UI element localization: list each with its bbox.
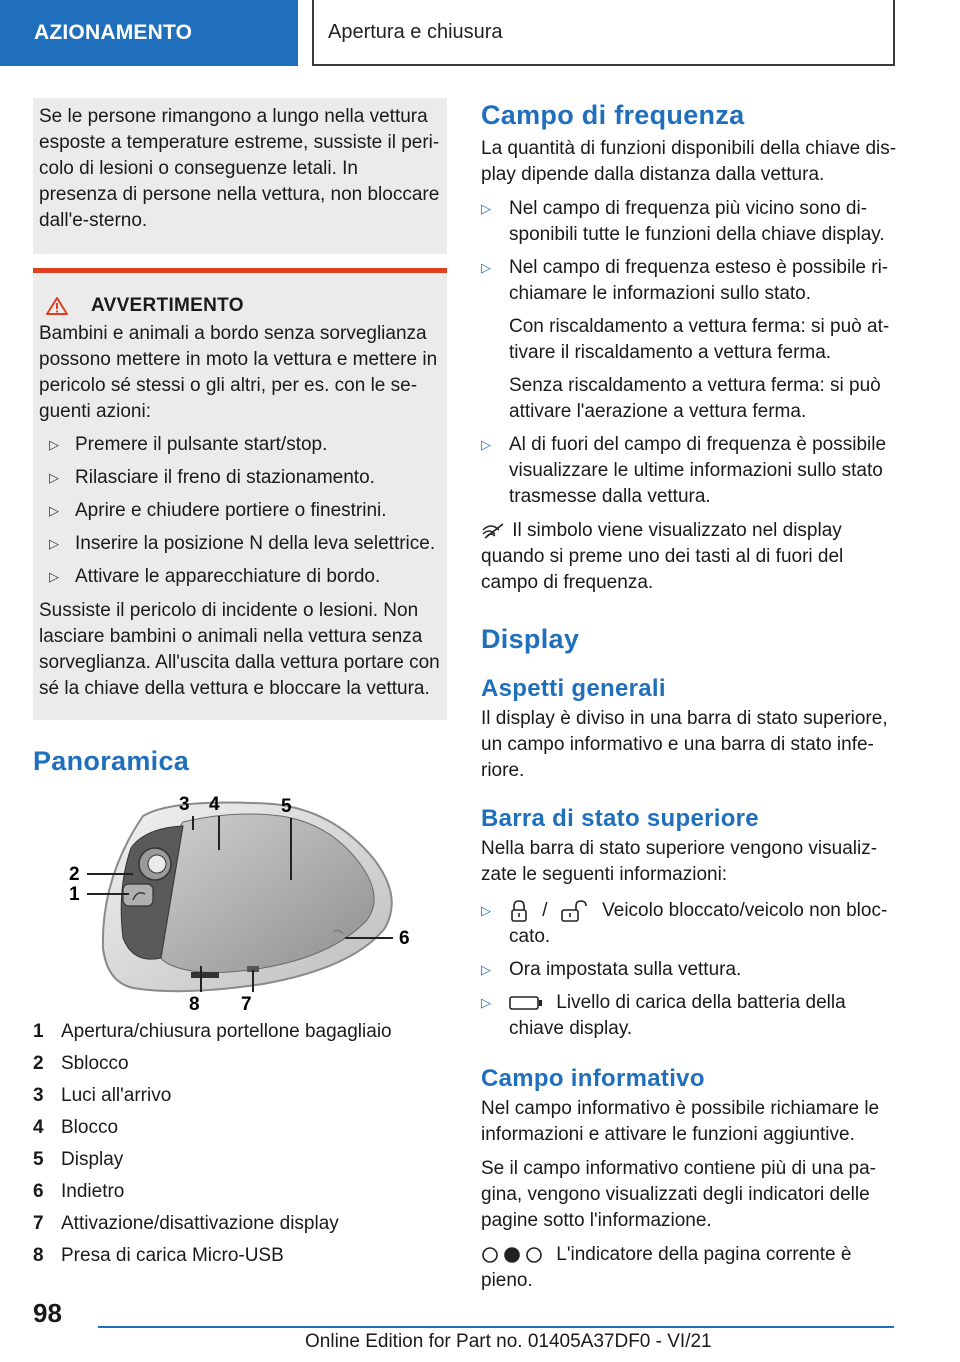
left-column bbox=[33, 98, 447, 1272]
status-bar-text: Nella barra di stato superiore vengono visualiz-zate le seguenti informazioni: bbox=[481, 838, 878, 885]
freq-list-item bbox=[481, 196, 901, 248]
legend-label: Presa di carica Micro-USB bbox=[61, 1245, 284, 1266]
bullet-triangle-icon: ▷ bbox=[49, 503, 59, 518]
freq-intro: La quantità di funzioni disponibili della chiave dis-play dipende dalla distanza dalla vettura. bbox=[481, 138, 897, 185]
legend-item bbox=[33, 1080, 447, 1112]
right-column bbox=[481, 98, 901, 1294]
legend-number: 7 bbox=[33, 1213, 44, 1234]
lock-closed-icon bbox=[509, 900, 529, 922]
freq-list-item bbox=[481, 255, 901, 307]
bullet-triangle-icon: ▷ bbox=[481, 903, 491, 918]
status-list-item bbox=[481, 990, 901, 1042]
legend-label: Blocco bbox=[61, 1117, 119, 1138]
status-item-text: Veicolo bloccato/veicolo non bloc-cato. bbox=[509, 900, 888, 947]
edition-text: Online Edition for Part no. 01405A37DF0 - VI/21 bbox=[305, 1331, 712, 1352]
warning-heading bbox=[45, 295, 441, 317]
status-separator: / bbox=[542, 900, 548, 921]
callout-3: 3 bbox=[179, 794, 190, 815]
legend-item bbox=[33, 1112, 447, 1144]
page-indicator-icon bbox=[481, 1245, 545, 1265]
section-tab: AZIONAMENTO bbox=[0, 0, 298, 66]
freq-sub-text: Con riscaldamento a vettura ferma: si può at-tivare il riscaldamento a vettura ferma. bbox=[509, 316, 890, 363]
legend-item bbox=[33, 1048, 447, 1080]
callout-5: 5 bbox=[281, 796, 292, 817]
callout-1: 1 bbox=[69, 884, 80, 905]
freq-item-text: Al di fuori del campo di frequenza è possibile visualizzare le ultime informazioni sullo stato trasmesse dalla vettura. bbox=[509, 434, 887, 507]
overview-heading: Panoramica bbox=[33, 746, 190, 776]
warning-item-text: Inserire la posizione N della leva selettrice. bbox=[75, 533, 436, 554]
legend-item bbox=[33, 1240, 447, 1272]
info-text-2: Se il campo informativo contiene più di una pa-gina, vengono visualizzati degli indicatori delle pagine sotto l'informazione. bbox=[481, 1158, 877, 1231]
status-bar-heading: Barra di stato superiore bbox=[481, 805, 759, 832]
bullet-triangle-icon: ▷ bbox=[49, 437, 59, 452]
warning-list-item bbox=[39, 498, 441, 524]
legend-number: 8 bbox=[33, 1245, 44, 1266]
page-number: 98 bbox=[33, 1298, 62, 1328]
bullet-triangle-icon: ▷ bbox=[481, 437, 491, 452]
legend-item bbox=[33, 1144, 447, 1176]
footer-divider bbox=[98, 1326, 894, 1328]
warning-item-text: Attivare le apparecchiature di bordo. bbox=[75, 566, 381, 587]
general-text: Il display è diviso in una barra di stato superiore, un campo informativo e una barra di stato infe-riore. bbox=[481, 708, 888, 781]
legend-number: 4 bbox=[33, 1117, 44, 1138]
usb-port-icon bbox=[191, 972, 219, 978]
intro-note-text: Se le persone rimangono a lungo nella vettura esposte a temperature estreme, sussiste il peri-colo di lesioni o conseguenze letali. In presenza di persone nella vettura, non bloccare dall'e-sterno. bbox=[39, 106, 440, 231]
warning-list-item bbox=[39, 564, 441, 590]
callout-7: 7 bbox=[241, 994, 252, 1010]
warning-item-text: Rilasciare il freno di stazionamento. bbox=[75, 467, 375, 488]
legend-item bbox=[33, 1208, 447, 1240]
bullet-triangle-icon: ▷ bbox=[49, 569, 59, 584]
warning-text: Bambini e animali a bordo senza sorveglianza possono mettere in moto la vettura e mettere in pericolo sé stessi o gli altri, per es. con le se-guenti azioni: bbox=[39, 323, 438, 422]
status-item-locked bbox=[509, 898, 901, 950]
status-item-text: Livello di carica della batteria della chiave display. bbox=[509, 992, 846, 1039]
callout-2: 2 bbox=[69, 864, 80, 885]
warning-item-text: Premere il pulsante start/stop. bbox=[75, 434, 328, 455]
legend-item bbox=[33, 1016, 447, 1048]
info-text-3: L'indicatore della pagina corrente è pieno. bbox=[481, 1244, 852, 1291]
legend-label: Apertura/chiusura portellone bagagliaio bbox=[61, 1021, 392, 1042]
warning-triangle-icon bbox=[45, 296, 69, 316]
legend-number: 5 bbox=[33, 1149, 44, 1170]
bullet-triangle-icon: ▷ bbox=[481, 260, 491, 275]
battery-icon bbox=[509, 995, 543, 1011]
legend-label: Display bbox=[61, 1149, 124, 1170]
lock-button-icon bbox=[148, 855, 166, 873]
status-item-text: Ora impostata sulla vettura. bbox=[509, 959, 742, 980]
warning-title: AVVERTIMENTO bbox=[91, 295, 244, 316]
callout-8: 8 bbox=[189, 994, 200, 1010]
info-field-heading: Campo informativo bbox=[481, 1065, 705, 1092]
bullet-triangle-icon: ▷ bbox=[49, 536, 59, 551]
legend-number: 1 bbox=[33, 1021, 44, 1042]
freq-item-text: Nel campo di frequenza più vicino sono di-sponibili tutte le funzioni della chiave display. bbox=[509, 198, 885, 245]
warning-list-item bbox=[39, 465, 441, 491]
callout-6: 6 bbox=[399, 928, 410, 949]
warning-list-item bbox=[39, 531, 441, 557]
freq-list-item bbox=[481, 432, 901, 510]
legend-label: Sblocco bbox=[61, 1053, 129, 1074]
bullet-triangle-icon: ▷ bbox=[481, 201, 491, 216]
legend-number: 6 bbox=[33, 1181, 44, 1202]
lock-open-icon bbox=[561, 900, 587, 922]
intro-note-box bbox=[33, 98, 447, 254]
legend-label: Attivazione/disattivazione display bbox=[61, 1213, 339, 1234]
out-of-range-icon bbox=[481, 522, 507, 540]
info-text-1: Nel campo informativo è possibile richiamare le informazioni e attivare le funzioni aggiuntive. bbox=[481, 1098, 880, 1145]
status-list-item bbox=[481, 957, 901, 983]
page-header bbox=[0, 0, 960, 66]
status-list-item bbox=[481, 898, 901, 950]
freq-sub-text: Senza riscaldamento a vettura ferma: si può attivare l'aerazione a vettura ferma. bbox=[509, 375, 881, 422]
freq-symbol-text: Il simbolo viene visualizzato nel display quando si preme uno dei tasti al di fuori del campo di frequenza. bbox=[481, 520, 844, 593]
legend-list bbox=[33, 1016, 447, 1272]
callout-4: 4 bbox=[209, 794, 220, 815]
legend-label: Luci all'arrivo bbox=[61, 1085, 172, 1106]
warning-closing: Sussiste il pericolo di incidente o lesioni. Non lasciare bambini o animali nella vettura senza sorveglianza. All'uscita dalla vettura portare con sé la chiave della vettura e bloccare la vettura. bbox=[39, 600, 440, 699]
warning-list-item bbox=[39, 432, 441, 458]
bullet-triangle-icon: ▷ bbox=[481, 995, 491, 1010]
warning-box bbox=[33, 268, 447, 720]
warning-item-text: Aprire e chiudere portiere o finestrini. bbox=[75, 500, 387, 521]
general-heading: Aspetti generali bbox=[481, 675, 666, 702]
legend-number: 3 bbox=[33, 1085, 44, 1106]
freq-item-text: Nel campo di frequenza esteso è possibile ri-chiamare le informazioni sullo stato. bbox=[509, 257, 889, 304]
freq-heading: Campo di frequenza bbox=[481, 100, 745, 130]
legend-number: 2 bbox=[33, 1053, 44, 1074]
info-text-3-wrap bbox=[481, 1242, 901, 1294]
legend-item bbox=[33, 1176, 447, 1208]
bullet-triangle-icon: ▷ bbox=[49, 470, 59, 485]
legend-label: Indietro bbox=[61, 1181, 125, 1202]
status-item-battery bbox=[509, 990, 901, 1042]
chapter-title: Apertura e chiusura bbox=[312, 0, 895, 66]
display-heading: Display bbox=[481, 624, 580, 654]
key-display-illustration bbox=[33, 788, 447, 1010]
bullet-triangle-icon: ▷ bbox=[481, 962, 491, 977]
freq-symbol-note bbox=[481, 518, 901, 596]
